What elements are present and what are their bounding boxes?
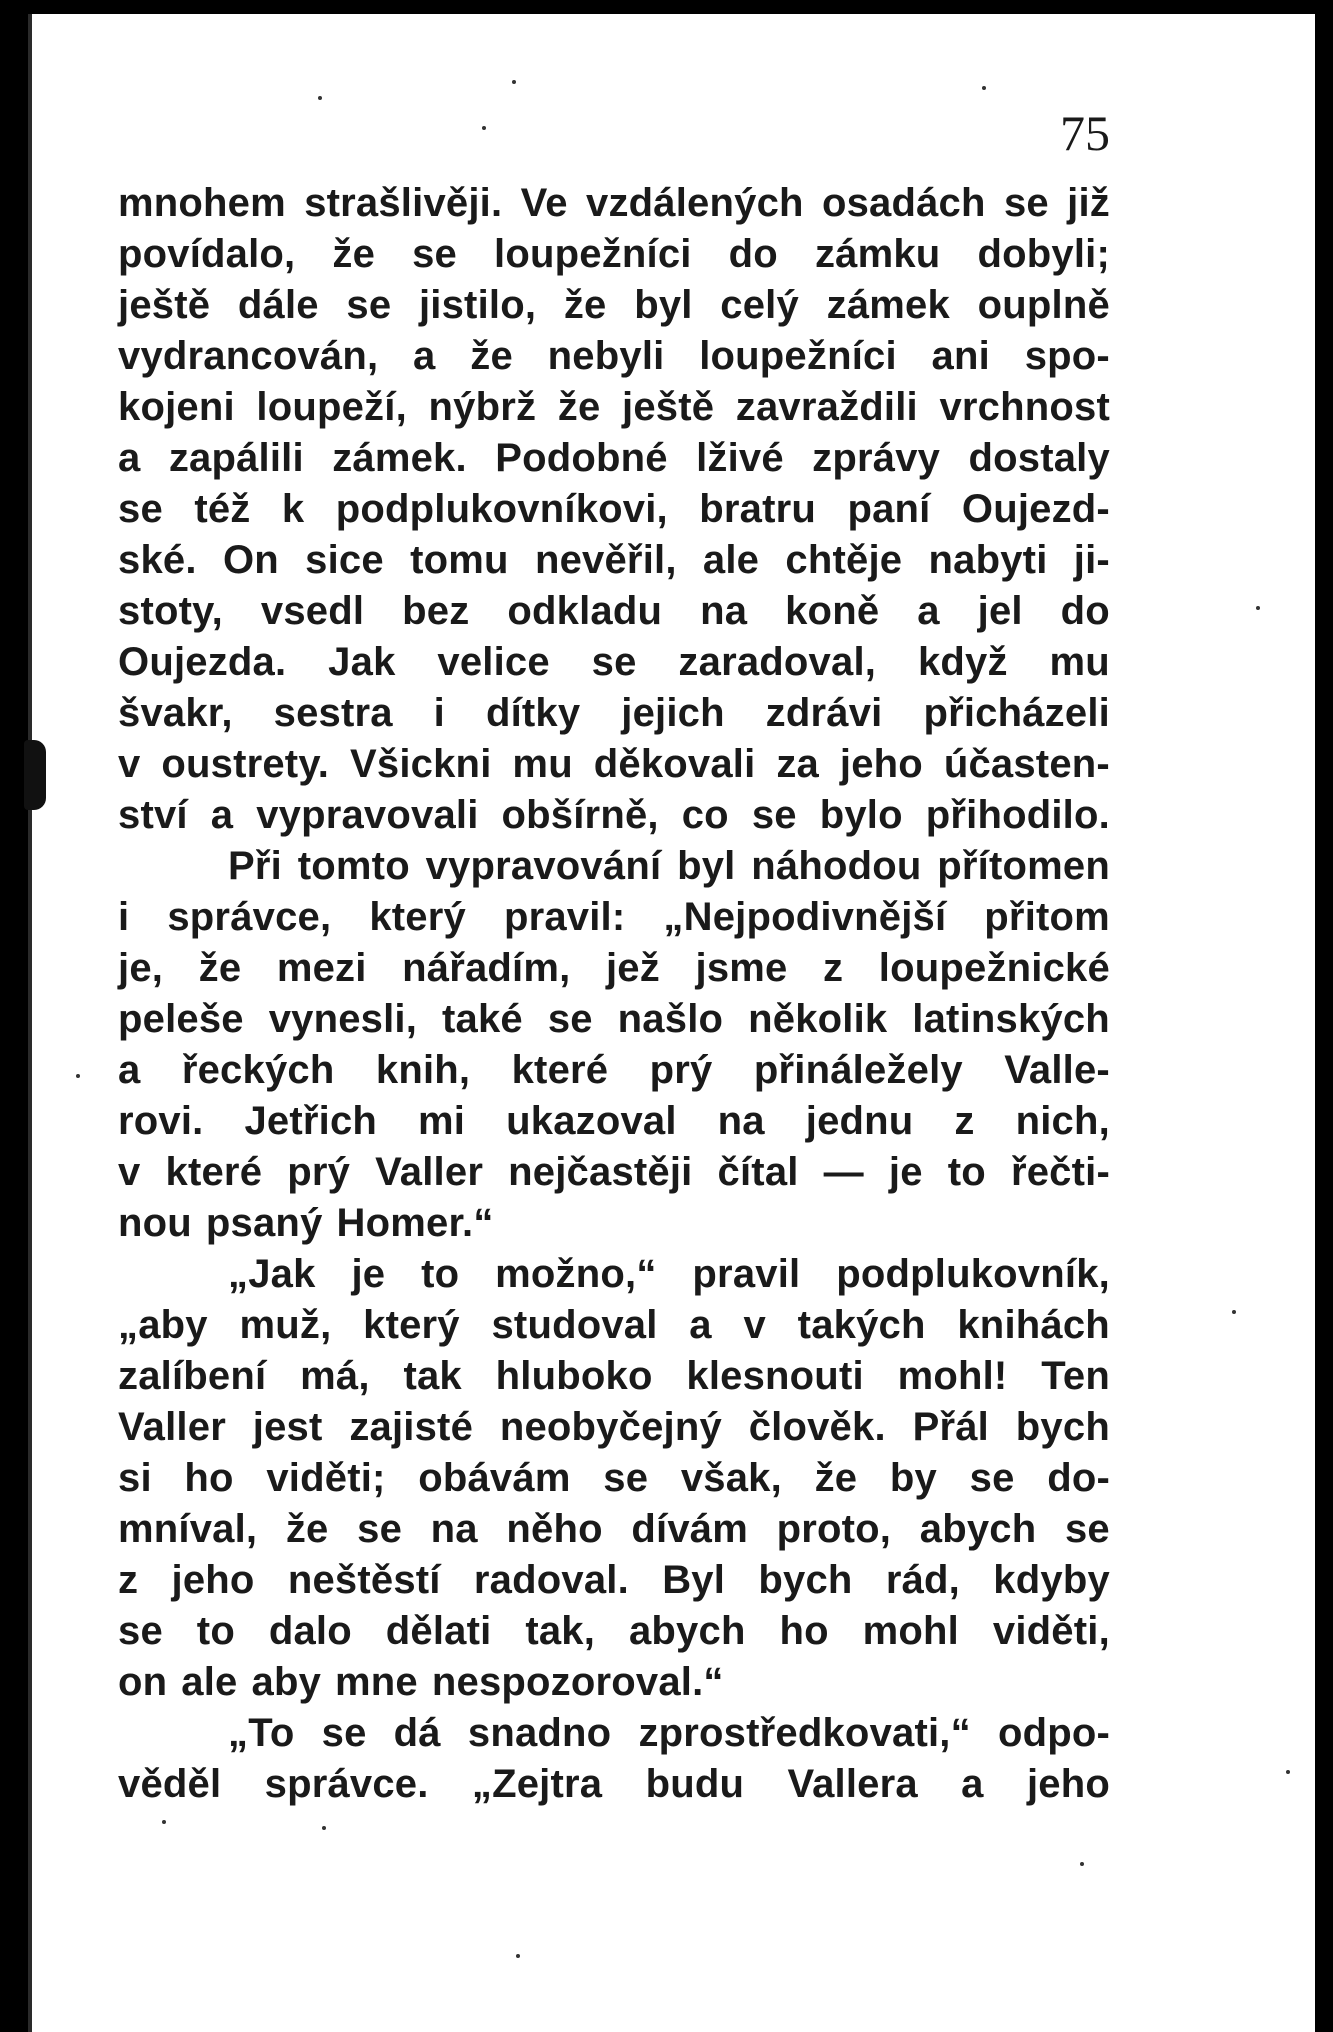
word: je — [888, 1150, 923, 1194]
word: On — [222, 538, 279, 582]
word: ani — [931, 334, 990, 378]
word: „Zejtra — [471, 1762, 603, 1806]
word: co — [681, 793, 729, 837]
word: jel — [977, 589, 1023, 633]
word: i — [118, 895, 130, 939]
word: a — [210, 793, 234, 837]
word: jistilo, — [418, 283, 537, 327]
word: na — [700, 589, 748, 633]
word: sice — [305, 538, 384, 582]
word: se — [1003, 181, 1049, 225]
word: švakr, — [118, 691, 233, 735]
word: si — [118, 1456, 152, 1500]
text-line — [118, 1300, 1110, 1351]
word: zprostředkovati,“ — [638, 1711, 971, 1755]
word: se — [357, 1507, 403, 1551]
word: že — [332, 232, 376, 276]
dust-speck — [1286, 1770, 1290, 1774]
word: tomto — [297, 844, 410, 888]
scan-border-right — [1315, 0, 1333, 2032]
word: nářadím, — [402, 946, 571, 990]
word: Oujezd- — [961, 487, 1110, 531]
text-line — [118, 1708, 1110, 1759]
text-line — [118, 1759, 1110, 1810]
word: které — [511, 1048, 609, 1092]
word: dalo — [268, 1609, 352, 1653]
text-line — [118, 1555, 1110, 1606]
word: a — [118, 1048, 141, 1092]
word: bratru — [699, 487, 817, 531]
word: Valler — [118, 1405, 226, 1449]
text-line — [118, 382, 1110, 433]
word: Ve — [520, 181, 568, 225]
word: se — [118, 487, 163, 531]
word: že — [470, 334, 513, 378]
word: ještě — [118, 283, 211, 327]
word: vrchnost — [939, 385, 1110, 429]
text-line — [118, 433, 1110, 484]
word: správce, — [167, 895, 332, 939]
word: též — [194, 487, 251, 531]
text-line — [118, 892, 1110, 943]
word: mu — [512, 742, 573, 786]
word: se — [591, 640, 637, 684]
word: se — [603, 1456, 649, 1500]
word: na — [717, 1099, 765, 1143]
word: zámku — [814, 232, 941, 276]
word: přihodilo. — [925, 793, 1110, 837]
dust-speck — [1256, 606, 1260, 610]
text-line — [118, 790, 1110, 841]
dust-speck — [318, 96, 322, 100]
word: celý — [720, 283, 799, 327]
word: neštěstí — [287, 1558, 441, 1602]
word: ale — [181, 1660, 238, 1704]
word: účasten- — [943, 742, 1110, 786]
word: odkladu — [507, 589, 663, 633]
word: Byl — [662, 1558, 726, 1602]
text-line — [118, 280, 1110, 331]
word: že — [563, 283, 607, 327]
word: prý — [287, 1150, 351, 1194]
word: náhodou — [751, 844, 922, 888]
word: jeho — [1026, 1762, 1110, 1806]
word: peleše — [118, 997, 244, 1041]
word: latinských — [912, 997, 1110, 1041]
word: mne — [335, 1660, 418, 1704]
word: jež — [605, 946, 660, 990]
word: stoty, — [118, 589, 223, 633]
word: „Jak — [228, 1252, 316, 1296]
word: které — [165, 1150, 263, 1194]
text-line — [118, 586, 1110, 637]
word: když — [917, 640, 1008, 684]
word: že — [285, 1507, 329, 1551]
word: dále — [237, 283, 319, 327]
word: lživé — [696, 436, 784, 480]
word: studoval — [491, 1303, 658, 1347]
word: čítal — [717, 1150, 799, 1194]
word: koně — [785, 589, 880, 633]
word: snadno — [467, 1711, 612, 1755]
text-line — [118, 1198, 1110, 1249]
word: jejich — [621, 691, 725, 735]
word: tomu — [410, 538, 509, 582]
word: dítky — [485, 691, 581, 735]
word: ji- — [1073, 538, 1110, 582]
word: sestra — [273, 691, 393, 735]
word: jednu — [805, 1099, 914, 1143]
word: z — [823, 946, 844, 990]
word: kdyby — [993, 1558, 1110, 1602]
word: mohl! — [897, 1354, 1008, 1398]
word: zprávy — [812, 436, 941, 480]
word: a — [689, 1303, 712, 1347]
dust-speck — [982, 86, 986, 90]
text-line — [118, 178, 1110, 229]
dust-speck — [512, 80, 516, 84]
word: zajisté — [349, 1405, 474, 1449]
word: zavraždili — [735, 385, 918, 429]
word: rád, — [885, 1558, 960, 1602]
word: ho — [184, 1456, 234, 1500]
word: něho — [506, 1507, 603, 1551]
text-line — [118, 535, 1110, 586]
word: že — [198, 946, 242, 990]
word: dělati — [385, 1609, 492, 1653]
word: Přál — [912, 1405, 989, 1449]
word: klesnouti — [686, 1354, 864, 1398]
word: mnohem — [118, 181, 286, 225]
text-line — [118, 229, 1110, 280]
dust-speck — [1080, 1862, 1084, 1866]
word: tak, — [525, 1609, 596, 1653]
word: nejčastěji — [508, 1150, 693, 1194]
word: v — [118, 742, 141, 786]
word: ale — [702, 538, 760, 582]
word: vypravovali — [256, 793, 479, 837]
word: mezi — [276, 946, 367, 990]
text-line — [118, 841, 1110, 892]
word: děkovali — [593, 742, 756, 786]
word: proto, — [776, 1507, 892, 1551]
word: že — [557, 385, 601, 429]
text-line — [118, 1504, 1110, 1555]
word: mi — [418, 1099, 466, 1143]
word: bych — [758, 1558, 853, 1602]
word: byl — [634, 283, 693, 327]
word: a — [917, 589, 940, 633]
word: nebyli — [547, 334, 665, 378]
word: dá — [393, 1711, 441, 1755]
word: Valler — [375, 1150, 484, 1194]
text-line — [118, 1096, 1110, 1147]
word: k — [281, 487, 305, 531]
word: se — [547, 997, 593, 1041]
page-number: 75 — [1060, 105, 1110, 161]
text-line — [118, 1453, 1110, 1504]
word: obávám — [418, 1456, 571, 1500]
word: vypravování — [425, 844, 662, 888]
word: Valle- — [1004, 1048, 1110, 1092]
word: loupežnické — [878, 946, 1110, 990]
word: který — [363, 1303, 460, 1347]
word: on — [118, 1660, 168, 1704]
word: přináležely — [753, 1048, 963, 1092]
word: se — [346, 283, 392, 327]
word: paní — [847, 487, 931, 531]
word: loupeží, — [256, 385, 407, 429]
word: věděl — [118, 1762, 222, 1806]
word: chtěje — [785, 538, 903, 582]
word: osadách — [821, 181, 986, 225]
word: vsedl — [260, 589, 365, 633]
word: je — [351, 1252, 386, 1296]
scan-border-top — [0, 0, 1333, 14]
word: také — [442, 997, 523, 1041]
text-line — [118, 637, 1110, 688]
word: muž, — [239, 1303, 332, 1347]
word: řeckých — [181, 1048, 335, 1092]
word: do — [1060, 589, 1110, 633]
word: „Nejpodivnější — [663, 895, 947, 939]
word: jsme — [695, 946, 788, 990]
word: nou — [118, 1201, 192, 1245]
dust-speck — [482, 126, 486, 130]
word: přicházeli — [923, 691, 1110, 735]
word: nich, — [1015, 1099, 1110, 1143]
dust-speck — [162, 1820, 166, 1824]
word: zámek — [826, 283, 950, 327]
word: přitom — [984, 895, 1110, 939]
word: se — [751, 793, 797, 837]
text-line — [118, 994, 1110, 1045]
text-line — [118, 484, 1110, 535]
word: ho — [779, 1609, 829, 1653]
word: nevěřil, — [534, 538, 677, 582]
word: „To — [228, 1711, 295, 1755]
text-line — [118, 688, 1110, 739]
word: Jak — [328, 640, 396, 684]
text-line — [118, 1402, 1110, 1453]
word: zdrávi — [765, 691, 883, 735]
word: přítomen — [937, 844, 1110, 888]
word: dostaly — [968, 436, 1110, 480]
word: a — [413, 334, 436, 378]
word: ouplně — [977, 283, 1110, 327]
word: možno,“ — [495, 1252, 657, 1296]
word: pravil — [692, 1252, 801, 1296]
word: zalíbení — [118, 1354, 267, 1398]
word: se — [412, 232, 457, 276]
word: člověk. — [748, 1405, 886, 1449]
word: velice — [437, 640, 550, 684]
text-line — [118, 739, 1110, 790]
word: Při — [228, 844, 282, 888]
scan-border-left — [0, 0, 28, 2032]
binding-mark — [24, 740, 46, 810]
word: se — [969, 1456, 1015, 1500]
word: jeho — [171, 1558, 255, 1602]
word: pravil: — [503, 895, 626, 939]
word: za — [776, 742, 819, 786]
dust-speck — [516, 1954, 520, 1958]
word: Homer.“ — [336, 1201, 494, 1245]
word: spo- — [1024, 334, 1110, 378]
word: vzdálených — [586, 181, 804, 225]
word: několik — [748, 997, 888, 1041]
word: zámek. — [332, 436, 467, 480]
word: loupežníci — [699, 334, 897, 378]
word: radoval. — [473, 1558, 629, 1602]
word: hluboko — [495, 1354, 653, 1398]
word: — — [823, 1150, 864, 1194]
word: kojeni — [118, 385, 235, 429]
word: povídalo, — [118, 232, 296, 276]
word: jest — [252, 1405, 323, 1449]
word: a — [961, 1762, 984, 1806]
word: se — [1064, 1507, 1110, 1551]
word: budu — [645, 1762, 745, 1806]
word: vynesli, — [268, 997, 418, 1041]
word: již — [1067, 181, 1110, 225]
word: viděti, — [992, 1609, 1110, 1653]
word: mohl — [862, 1609, 959, 1653]
word: mníval, — [118, 1507, 258, 1551]
word: našlo — [617, 997, 724, 1041]
text-line — [118, 1606, 1110, 1657]
word: takých — [797, 1303, 926, 1347]
word: dívám — [631, 1507, 748, 1551]
text-line — [118, 1249, 1110, 1300]
word: však, — [680, 1456, 782, 1500]
word: to — [421, 1252, 460, 1296]
word: bych — [1015, 1405, 1110, 1449]
word: z — [954, 1099, 975, 1143]
text-line — [118, 331, 1110, 382]
word: i — [433, 691, 445, 735]
word: podplukovníkovi, — [335, 487, 668, 531]
word: že — [814, 1456, 858, 1500]
text-line — [118, 1657, 1110, 1708]
word: do — [728, 232, 778, 276]
word: dobyli; — [977, 232, 1110, 276]
word: vydrancován, — [118, 334, 379, 378]
word: psaný — [205, 1201, 323, 1245]
word: správce. — [264, 1762, 429, 1806]
word: je, — [118, 946, 164, 990]
word: obšírně, — [501, 793, 659, 837]
word: „aby — [118, 1303, 208, 1347]
word: se — [118, 1609, 163, 1653]
word: který — [369, 895, 466, 939]
word: má, — [300, 1354, 370, 1398]
word: byl — [677, 844, 736, 888]
word: na — [430, 1507, 478, 1551]
word: knih, — [375, 1048, 471, 1092]
word: aby — [251, 1660, 322, 1704]
word: nýbrž — [428, 385, 537, 429]
word: jeho — [839, 742, 923, 786]
word: ské. — [118, 538, 197, 582]
word: v — [743, 1303, 766, 1347]
text-line — [118, 1351, 1110, 1402]
word: zaradoval, — [678, 640, 877, 684]
word: bez — [402, 589, 470, 633]
dust-speck — [322, 1826, 326, 1830]
word: ukazoval — [506, 1099, 677, 1143]
word: abych — [919, 1507, 1037, 1551]
word: loupežníci — [494, 232, 692, 276]
word: to — [947, 1150, 986, 1194]
word: mu — [1049, 640, 1110, 684]
word: Všickni — [350, 742, 492, 786]
text-line — [118, 1147, 1110, 1198]
dust-speck — [1232, 1310, 1236, 1314]
word: prý — [649, 1048, 713, 1092]
word: nespozoroval.“ — [431, 1660, 724, 1704]
word: řečti- — [1010, 1150, 1110, 1194]
word: se — [321, 1711, 367, 1755]
dust-speck — [76, 1074, 80, 1078]
word: do- — [1047, 1456, 1110, 1500]
word: Jetřich — [244, 1099, 378, 1143]
word: Podobné — [495, 436, 668, 480]
word: rovi. — [118, 1099, 204, 1143]
word: podplukovník, — [836, 1252, 1110, 1296]
word: ství — [118, 793, 188, 837]
word: odpo- — [997, 1711, 1110, 1755]
word: neobyčejný — [499, 1405, 722, 1449]
word: Oujezda. — [118, 640, 287, 684]
word: z — [118, 1558, 139, 1602]
word: strašlivěji. — [304, 181, 503, 225]
word: abych — [628, 1609, 746, 1653]
word: tak — [403, 1354, 462, 1398]
text-line — [118, 1045, 1110, 1096]
body-text — [118, 178, 1110, 1810]
word: by — [889, 1456, 937, 1500]
word: Vallera — [787, 1762, 918, 1806]
word: ještě — [622, 385, 715, 429]
word: oustrety. — [161, 742, 330, 786]
word: knihách — [957, 1303, 1110, 1347]
text-line — [118, 943, 1110, 994]
word: v — [118, 1150, 141, 1194]
word: bylo — [819, 793, 903, 837]
word: nabyti — [928, 538, 1048, 582]
word: a — [118, 436, 141, 480]
word: to — [196, 1609, 235, 1653]
word: zapálili — [168, 436, 304, 480]
word: Ten — [1041, 1354, 1110, 1398]
word: viděti; — [266, 1456, 386, 1500]
